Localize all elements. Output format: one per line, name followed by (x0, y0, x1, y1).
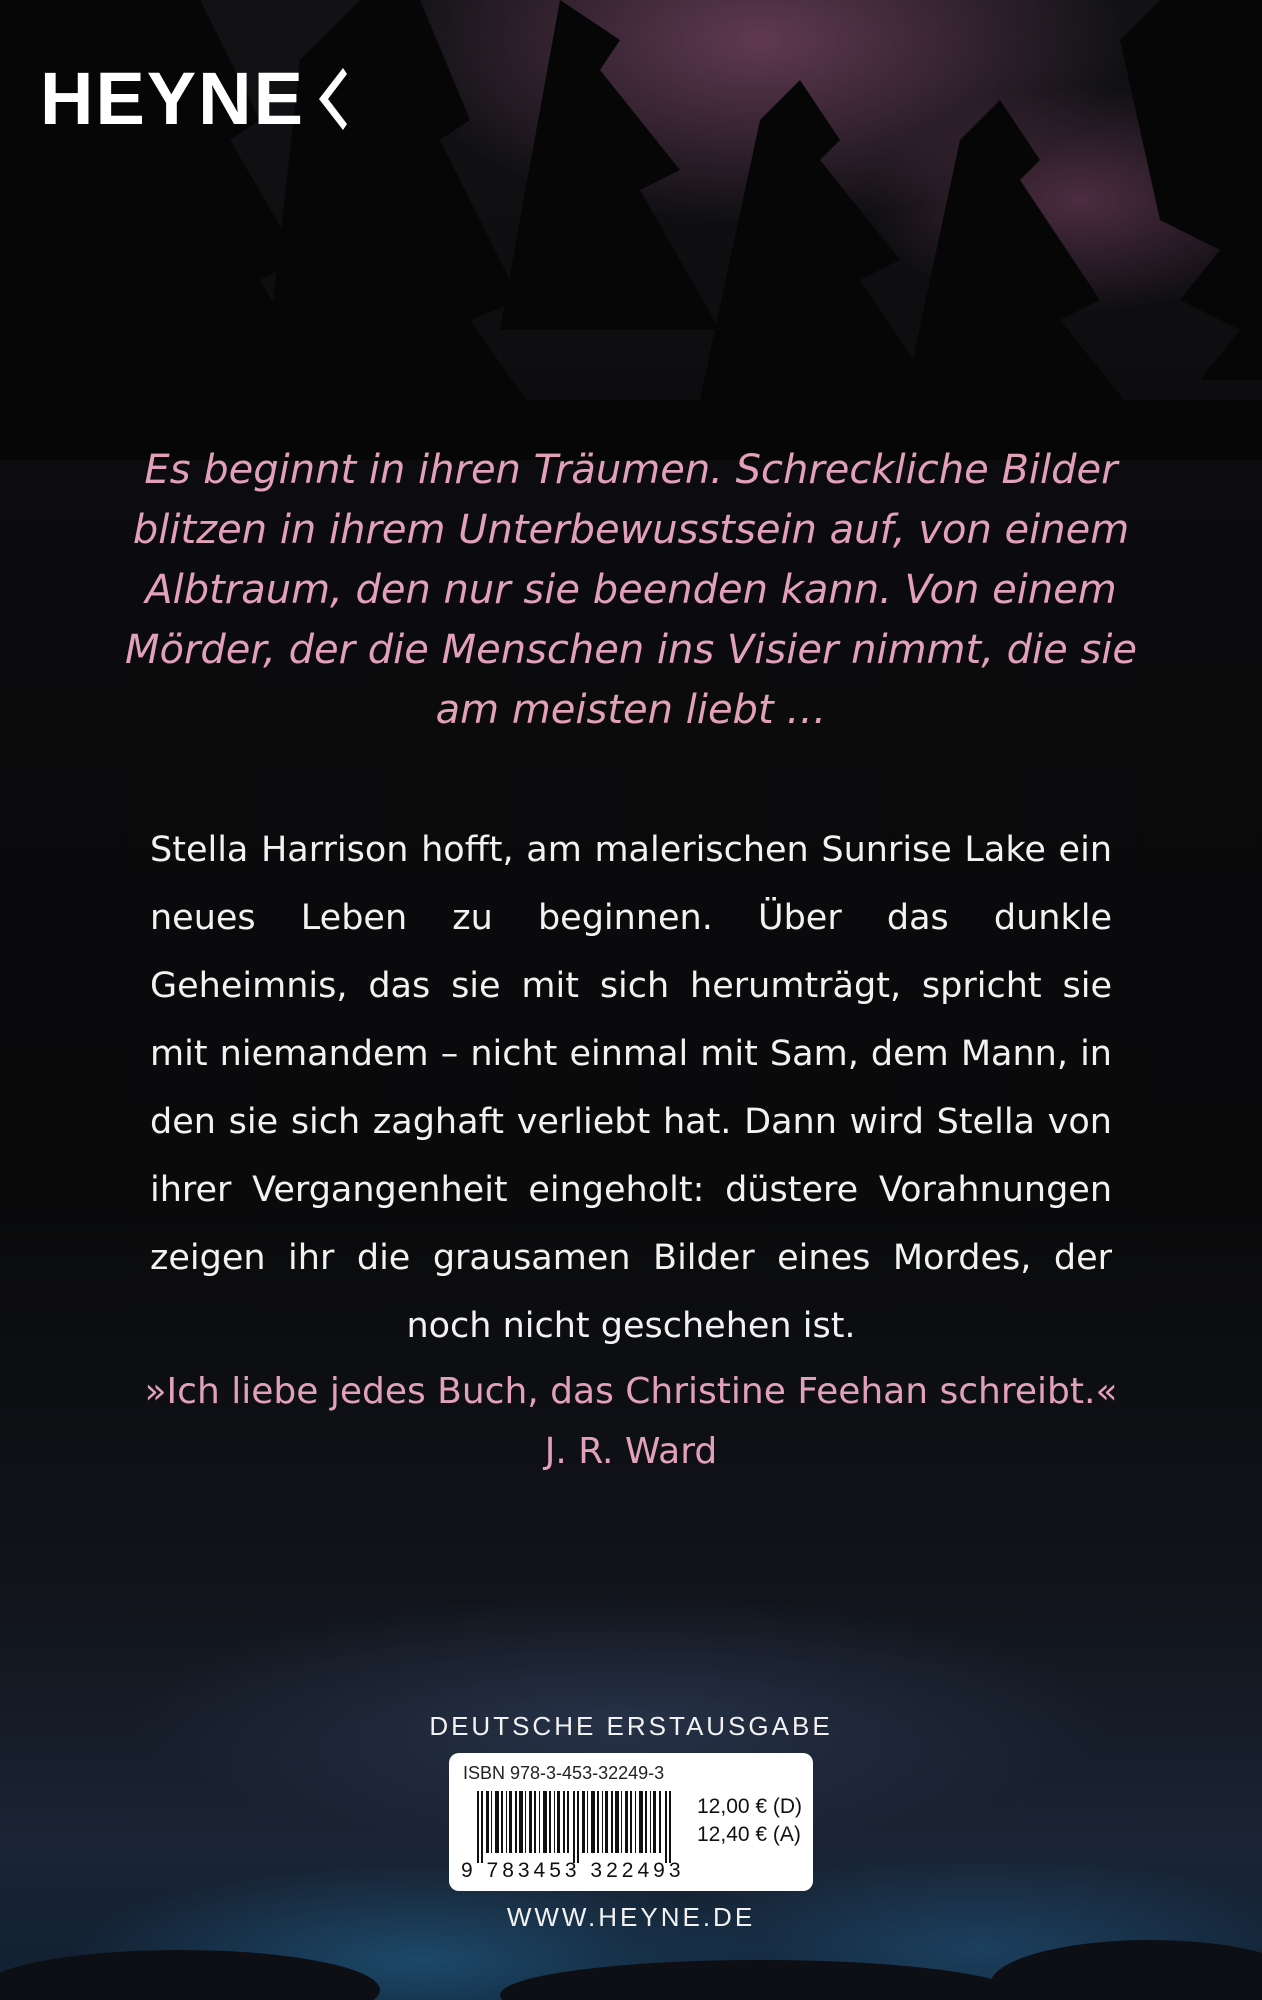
book-blurb: Stella Harrison hofft, am malerischen Sunrise Lake ein neues Leben zu beginnen. Über das dunkle Geheimnis, das sie mit sich herumträgt, spricht sie mit niemandem – nicht einmal mit Sam, dem Mann, in den sie sich zaghaft verliebt hat. Dann wird Stella von ihrer Vergangenheit eingeholt: düstere Vorahnungen zeigen ihr die grausamen Bilder eines Mordes, der noch nicht geschehen ist. (150, 830, 1112, 1346)
heyne-chevron-icon (313, 68, 347, 130)
barcode-bars (477, 1791, 677, 1863)
publisher-logo (40, 57, 347, 140)
review-author: J. R. Ward (544, 1431, 718, 1472)
publisher-logo-text: HEYNE (40, 57, 305, 140)
teaser-line: am meisten liebt … (435, 687, 827, 733)
teaser-line: Es beginnt in ihren Träumen. Schreckliche Bilder (144, 447, 1118, 493)
barcode-panel (449, 1753, 813, 1891)
publisher-website: WWW.HEYNE.DE (506, 1902, 756, 1932)
teaser-line: Albtraum, den nur sie beenden kann. Von einem (145, 567, 1117, 613)
price-austria: 12,40 € (A) (697, 1823, 801, 1846)
teaser-text (120, 440, 1142, 740)
review-quote-text: »Ich liebe jedes Buch, das Christine Feehan schreibt.« (144, 1371, 1118, 1412)
teaser-line: Mörder, der die Menschen ins Visier nimmt, die sie (124, 627, 1138, 673)
teaser-line: blitzen in ihrem Unterbewusstsein auf, von einem (132, 507, 1130, 553)
edition-label: DEUTSCHE ERSTAUSGABE (429, 1711, 833, 1741)
review-quote (120, 1362, 1142, 1482)
price-germany: 12,00 € (D) (697, 1795, 803, 1818)
barcode-digits: 9 783453 322493 (461, 1859, 685, 1882)
isbn-number: ISBN 978-3-453-32249-3 (463, 1763, 665, 1783)
